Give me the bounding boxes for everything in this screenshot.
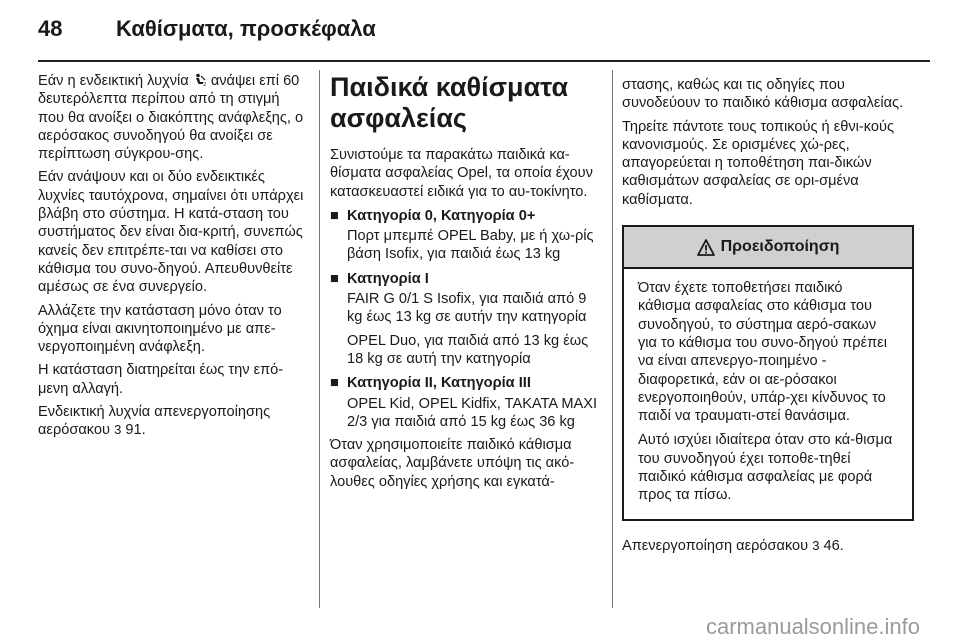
page-header [0,0,960,60]
page-number: 48 [38,16,63,41]
paragraph: Όταν χρησιμοποιείτε παιδικό κάθισμα ασφαλείας, λαμβάνετε υπόψη τις ακό-λουθες οδηγίες χρήσης και εγκατά- [330,437,575,490]
warning-box [622,225,914,521]
airbag-indicator-reference: Ενδεικτική λυχνία απενεργοποίησης αερόσακου 3 91. [38,404,271,439]
section-heading: Παιδικά καθίσματα ασφαλείας [330,72,569,133]
bullet-icon: ■ [330,375,339,392]
paragraph: στασης, καθώς και τις οδηγίες που συνοδεύουν το παιδικό κάθισμα ασφαλείας. [622,77,904,112]
svg-text:2: 2 [202,82,206,87]
indicator-paragraph [38,72,306,163]
bullet-icon: ■ [330,207,339,224]
airbag-off-indicator-icon [193,73,207,87]
page-ref-link[interactable]: 91 [125,422,142,439]
page-ref-arrow-icon: 3 [114,422,122,438]
warning-paragraph: Όταν έχετε τοποθετήσει παιδικό κάθισμα ασφαλείας στο κάθισμα του συνοδηγού, το σύστημα αερό-σακων για το κάθισμα του συνο-δηγού πρέπει να είναι απενεργο-ποιημένο - διαφορετικά, εάν οι αε-ρόσακοι ενεργοποιηθούν, υπάρ-χει κίνδυνος το παιδί να τραυματι-στεί θανάσιμα. [638,280,887,425]
intro-paragraph: Συνιστούμε τα παρακάτω παιδικά κα-θίσματα ασφαλείας Opel, τα οποία έχουν κατασκευαστεί ειδικά για το αυ-τοκίνητο. [330,147,593,200]
warning-header [624,227,912,269]
category-text: OPEL Kid, OPEL Kidfix, TAKATA MAXI 2/3 για παιδιά από 15 kg έως 36 kg [347,395,598,430]
category-title: Κατηγορία I [347,270,429,287]
page-title: Καθίσματα, προσκέφαλα [116,16,376,41]
paragraph: Η κατάσταση διατηρείται έως την επό-μενη αλλαγή. [38,362,284,397]
category-text: FAIR G 0/1 S Isofix, για παιδιά από 9 kg έως 13 kg σε αυτήν την κατηγορία [347,291,587,326]
category-text: OPEL Duo, για παιδιά από 13 kg έως 18 kg σε αυτή την κατηγορία [347,332,589,367]
watermark: carmanualsonline.info [705,614,920,639]
paragraph: Εάν ανάψουν και οι δύο ενδεικτικές λυχνίες ταυτόχρονα, σημαίνει ότι υπάρχει βλάβη στο σύστημα. Η κατά-σταση του συστήματος δεν είναι δια-κριτή, συνεπώς κανείς δεν επιτρέπε-ται να καθίσει στο κάθισμα του συνο-δηγού. Απευθυνθείτε αμέσως σε ένα συνεργείο. [38,169,304,296]
column-2 [330,72,605,496]
paragraph: Αλλάζετε την κατάσταση μόνο όταν το όχημα είναι ακινητοποιημένο με απε-νεργοποιημένη ανάφλεξη. [38,302,282,356]
page-ref-link[interactable]: 46 [823,537,840,554]
category-item [330,207,605,225]
paragraph: Τηρείτε πάντοτε τους τοπικούς ή εθνι-κούς κανονισμούς. Σε ορισμένες χώ-ρες, απαγορεύεται η τοποθέτηση παι-δικών καθισμάτων ασφαλείας σε ορι-σμένα καθίσματα. [622,118,894,208]
warning-triangle-icon [697,239,715,256]
text-run: Εάν η ενδεικτική λυχνία [38,73,193,89]
text-run: ανάψει επί 60 δευτερόλεπτα περίπου από τη στιγμή που θα ανοίξει ο διακόπτης ανάφλεξης, ο αερόσακος συνοδηγού θα ανοίξει σε περίπτωση σύγκρου-σης. [38,73,304,163]
category-item [330,374,605,392]
column-divider-1 [319,70,320,608]
bullet-icon: ■ [330,270,339,287]
text-run: Απενεργοποίηση αερόσακου [622,537,809,554]
text-run: Ενδεικτική λυχνία απενεργοποίησης αερόσακου [38,404,271,439]
warning-body [624,269,912,519]
category-title: Κατηγορία II, Κατηγορία III [347,375,531,392]
warning-paragraph: Αυτό ισχύει ιδιαίτερα όταν στο κά-θισμα του συνοδηγού έχει τοποθε-τηθεί παιδικό κάθισμα ασφαλείας με φορά προς τα πίσω. [638,432,893,504]
header-rule [38,60,930,62]
column-1 [38,72,306,445]
category-text: Πορτ μπεμπέ OPEL Baby, με ή χω-ρίς βάση Isofix, για παιδιά έως 13 kg [347,228,594,263]
column-divider-2 [612,70,613,608]
category-item [330,270,605,288]
airbag-deactivation-reference: Απενεργοποίηση αερόσακου 3 46. [622,537,844,554]
category-title: Κατηγορία 0, Κατηγορία 0+ [347,207,536,224]
column-3 [622,76,914,560]
warning-title: Προειδοποίηση [720,237,840,255]
page-ref-arrow-icon: 3 [812,537,820,553]
